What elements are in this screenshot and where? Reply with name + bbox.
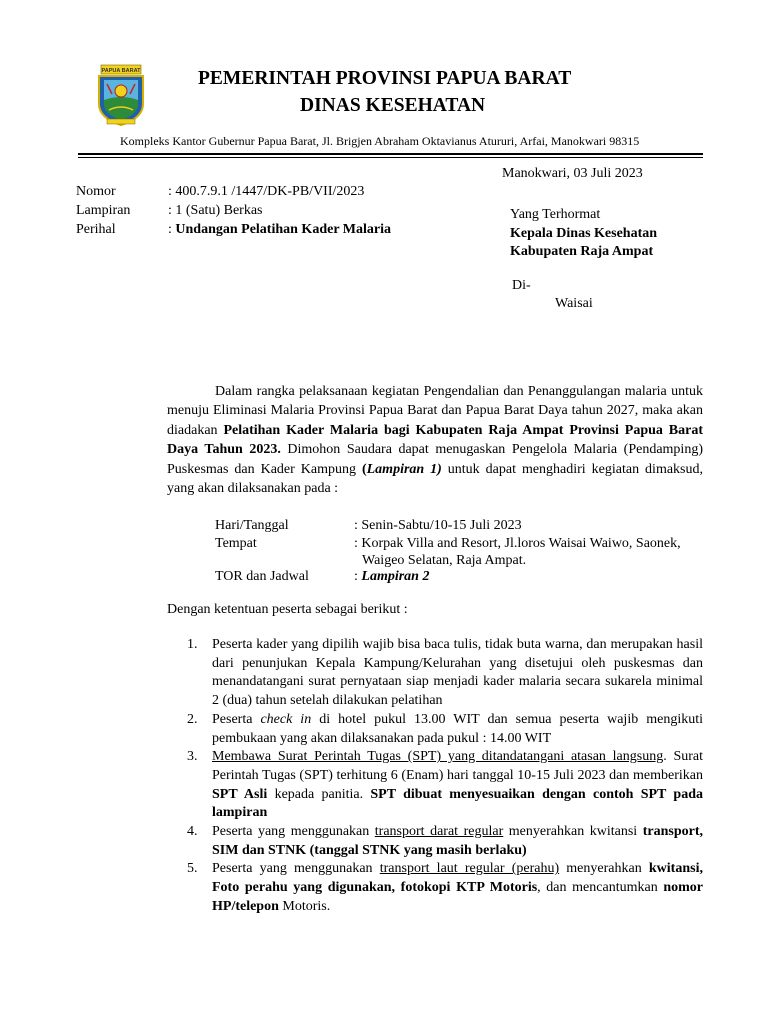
schedule-place-value-2: Waigeo Selatan, Raja Ampat. <box>362 553 527 568</box>
schedule-tor-label: TOR dan Jadwal <box>215 569 309 584</box>
list-number: 3. <box>187 749 198 765</box>
schedule-day-value: : Senin-Sabtu/10-15 Juli 2023 <box>354 518 522 533</box>
department-title: DINAS KESEHATAN <box>300 95 486 116</box>
schedule-place-value-1: : Korpak Villa and Resort, Jl.loros Waisai Waiwo, Saonek, <box>354 536 681 551</box>
requirement-transport-laut: transport laut regular (perahu) <box>379 861 560 877</box>
list-number: 1. <box>187 637 198 652</box>
perihal-label: Perihal <box>76 222 116 237</box>
requirement-text: Peserta yang menggunakan <box>212 824 375 840</box>
paragraph-part-3: untuk dapat menghadiri kegiatan dimaksud, yang akan dilaksanakan pada : <box>167 461 703 497</box>
requirement-spt-note: SPT dibuat menyesuaikan dengan contoh SPT pada lampiran <box>212 786 703 821</box>
requirement-text: Peserta yang menggunakan <box>212 861 380 877</box>
requirement-laut-docs: kwitansi, Foto perahu yang digunakan, fotokopi KTP Motoris <box>212 861 703 896</box>
paragraph-event-name: Pelatihan Kader Malaria bagi Kabupaten Raja Ampat Provinsi Papua Barat Daya Tahun 2023. <box>167 422 704 458</box>
requirement-text: di hotel pukul 13.00 WIT dan semua peserta wajib mengikuti pembukaan yang akan dilaksanakan pada pukul : 14.00 WIT <box>212 711 703 746</box>
schedule-tor-colon: : <box>354 569 362 584</box>
recipient-di: Di- <box>512 278 531 293</box>
list-item <box>167 823 703 860</box>
emblem-label: PAPUA BARAT <box>101 68 141 74</box>
list-item <box>167 860 703 916</box>
requirement-text: , dan mencantumkan <box>537 880 664 896</box>
paragraph-lampiran-ref: Lampiran 1) <box>366 461 442 477</box>
perihal-field <box>168 222 391 238</box>
schedule-place-label: Tempat <box>215 536 257 551</box>
list-number: 5. <box>187 861 198 877</box>
paragraph-part-1: Dalam rangka pelaksanaan kegiatan Pengendalian dan Penanggulangan malaria untuk menuju Eliminasi Malaria Provinsi Papua Barat dan Papua Barat Daya tahun 2027, maka akan diadakan <box>167 384 703 438</box>
schedule-tor-field <box>354 569 429 585</box>
requirement-text: Peserta <box>212 711 261 727</box>
perihal-value: Undangan Pelatihan Kader Malaria <box>175 222 391 237</box>
perihal-colon: : <box>168 222 176 237</box>
paragraph-part-2: Dimohon Saudara dapat menugaskan Pengelola Malaria (Pendamping) Puskesmas dan Kader Kampung <box>167 442 703 477</box>
schedule-tor-value: Lampiran 2 <box>361 569 430 584</box>
requirement-spt-underlined: Membawa Surat Perintah Tugas (SPT) yang ditandatangani atasan langsung <box>212 749 664 765</box>
requirement-transport-darat: transport darat regular <box>374 824 504 840</box>
invitation-paragraph <box>167 382 703 498</box>
requirement-darat-docs: transport, SIM dan STNK (tanggal STNK yang masih berlaku) <box>212 824 703 858</box>
list-number: 2. <box>187 711 198 727</box>
government-title: PEMERINTAH PROVINSI PAPUA BARAT <box>198 68 572 89</box>
recipient-line-1: Kepala Dinas Kesehatan <box>510 226 658 241</box>
recipient-greeting: Yang Terhormat <box>510 207 601 222</box>
requirement-text: . Surat Perintah Tugas (SPT) terhitung 6 (Enam) hari tanggal 10-15 Juli 2023 dan memberikan <box>212 749 703 783</box>
office-address: Kompleks Kantor Gubernur Papua Barat, Jl. Brigjen Abraham Oktavianus Atururi, Arfai, Manokwari 98315 <box>120 134 640 148</box>
requirement-text: Peserta kader yang dipilih wajib bisa baca tulis, tidak buta warna, dan merupakan hasil dari penunjukan Kepala Kampung/Kelurahan yang disetujui oleh puskesmas dan menandatangani surat pernyataan siap menjadi kader malaria secara sukarela minimal 2 (dua) tahun setelah dilakukan pelatihan <box>212 637 703 709</box>
list-item <box>167 636 703 711</box>
requirement-text: kepada panitia. <box>267 786 371 802</box>
requirement-spt-asli: SPT Asli <box>212 786 268 802</box>
letterhead-rule-thin <box>78 157 703 158</box>
requirement-text: Motoris. <box>278 898 331 914</box>
list-item <box>167 711 703 748</box>
place-date: Manokwari, 03 Juli 2023 <box>502 166 643 181</box>
nomor-label: Nomor <box>76 184 116 199</box>
conditions-intro: Dengan ketentuan peserta sebagai berikut : <box>167 602 408 617</box>
list-item <box>167 748 703 823</box>
paragraph-open-paren: ( <box>361 461 367 477</box>
lampiran-label: Lampiran <box>76 203 131 218</box>
requirements-list <box>167 636 703 917</box>
requirement-checkin: check in <box>260 711 312 727</box>
requirement-phone: nomor HP/telepon <box>212 880 703 914</box>
requirement-text: menyerahkan kwitansi <box>503 824 643 840</box>
nomor-value: : 400.7.9.1 /1447/DK-PB/VII/2023 <box>168 184 365 199</box>
requirement-text: menyerahkan <box>559 861 649 877</box>
list-number: 4. <box>187 824 198 840</box>
recipient-city: Waisai <box>555 296 593 311</box>
letterhead-rule-thick <box>78 153 703 155</box>
recipient-line-2: Kabupaten Raja Ampat <box>510 244 654 259</box>
schedule-day-label: Hari/Tanggal <box>215 518 289 533</box>
papua-barat-emblem-icon <box>95 64 147 126</box>
lampiran-value: : 1 (Satu) Berkas <box>168 203 263 218</box>
